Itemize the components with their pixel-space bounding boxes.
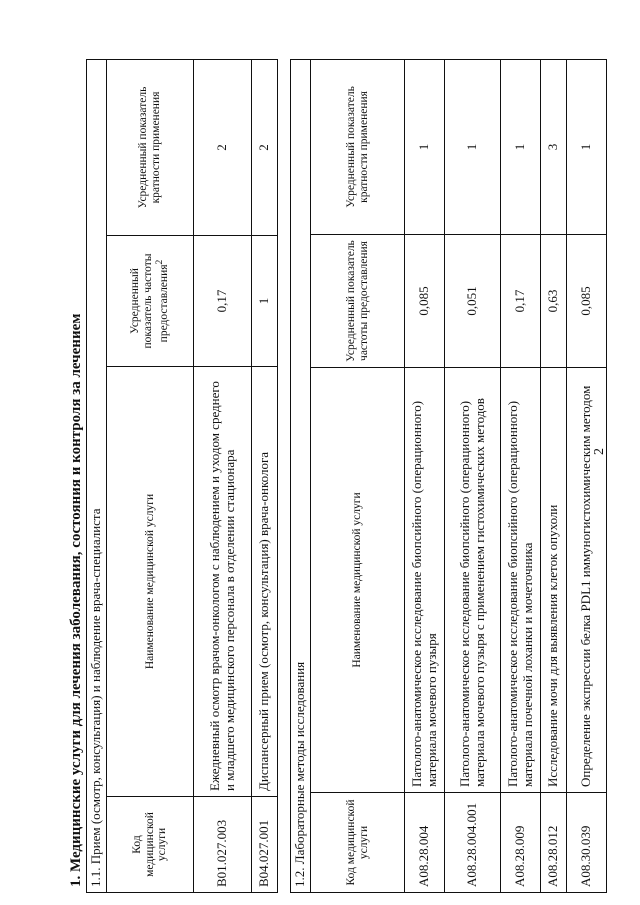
consultation-table-caption: 1.1. Прием (осмотр, консультация) и наблюдение врача-специалиста	[87, 59, 107, 892]
laboratory-table	[290, 59, 607, 893]
table-row	[567, 59, 607, 892]
header-multiplicity: Усредненный показатель кратности применения	[311, 59, 405, 234]
header-code: Код медицинской услуги	[311, 793, 405, 893]
service-code: В04.027.001	[252, 797, 278, 893]
service-name: Определение экспрессии белка PDL1 иммуногистохимическим методом	[567, 368, 607, 793]
frequency-value: 0,085	[405, 235, 445, 368]
service-name: Ежедневный осмотр врачом-онкологом с наблюдением и уходом среднего и младшего медицинского персонала в отделении стационара	[194, 367, 252, 797]
frequency-value: 0,085	[567, 235, 607, 368]
service-name: Диспансерный прием (осмотр, консультация) врача-онколога	[252, 367, 278, 797]
frequency-value: 1	[252, 236, 278, 367]
header-frequency	[107, 236, 194, 367]
service-name: Патолого-анатомическое исследование биопсийного (операционного) материала мочевого пузыря с применением гистохимических методов	[445, 368, 501, 793]
multiplicity-value: 1	[501, 59, 541, 234]
frequency-value: 0,17	[501, 235, 541, 368]
consultation-table	[86, 59, 278, 893]
service-name: Патолого-анатомическое исследование биопсийного (операционного) материала мочевого пузыря	[405, 368, 445, 793]
table-header-row	[311, 59, 405, 892]
header-frequency: Усредненный показатель частоты предоставления	[311, 235, 405, 368]
table-row	[252, 59, 278, 892]
table-header-row	[107, 59, 194, 892]
service-code: A08.28.012	[541, 793, 567, 893]
header-code: Код медицинской услуги	[107, 797, 194, 893]
table-row	[541, 59, 567, 892]
section-title: 1. Медицинские услуги для лечения заболевания, состояния и контроля за лечением	[68, 313, 84, 887]
service-code: A08.28.009	[501, 793, 541, 893]
table-row	[445, 59, 501, 892]
multiplicity-value: 2	[194, 59, 252, 235]
table-row	[405, 59, 445, 892]
multiplicity-value: 3	[541, 59, 567, 234]
frequency-value: 0,17	[194, 236, 252, 367]
frequency-value: 0,63	[541, 235, 567, 368]
multiplicity-value: 2	[252, 59, 278, 235]
header-name: Наименование медицинской услуги	[107, 367, 194, 797]
footnote-marker: 2	[154, 259, 166, 265]
multiplicity-value: 1	[445, 59, 501, 234]
service-code: A08.28.004.001	[445, 793, 501, 893]
table-row	[501, 59, 541, 892]
laboratory-table-caption: 1.2. Лабораторные методы исследования	[291, 59, 311, 892]
header-name: Наименование медицинской услуги	[311, 368, 405, 793]
multiplicity-value: 1	[567, 59, 607, 234]
multiplicity-value: 1	[405, 59, 445, 234]
service-code: A08.30.039	[567, 793, 607, 893]
frequency-value: 0,051	[445, 235, 501, 368]
table-row	[194, 59, 252, 892]
header-frequency-text: Усредненный показатель частоты предоставления	[129, 253, 170, 349]
service-code: A08.28.004	[405, 793, 445, 893]
service-name: Патолого-анатомическое исследование биопсийного (операционного) материала почечной лоханки и мочеточника	[501, 368, 541, 793]
header-multiplicity: Усредненный показатель кратности применения	[107, 59, 194, 235]
page-number: 2	[592, 448, 607, 455]
service-code: В01.027.003	[194, 797, 252, 893]
service-name: Исследование мочи для выявления клеток опухоли	[541, 368, 567, 793]
